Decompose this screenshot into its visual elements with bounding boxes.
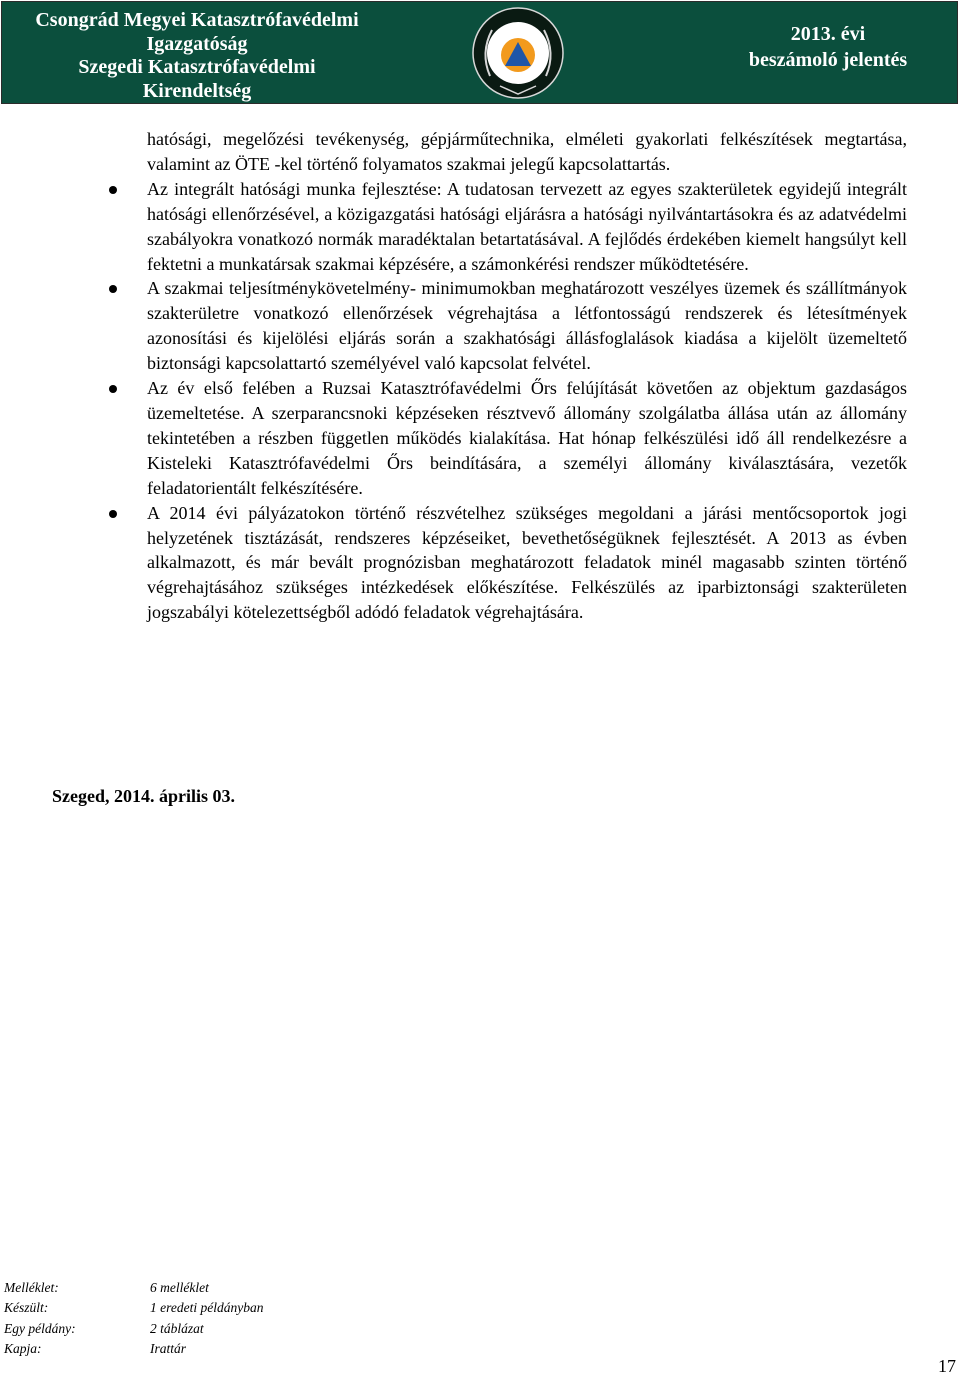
intro-paragraph: hatósági, megelőzési tevékenység, gépjárműtechnika, elméleti gyakorlati felkészítések megtartása, valamint az ÖTE -kel történő folyamatos szakmai jelegű kapcsolattartás. — [147, 129, 907, 174]
meta-value: Irattár — [150, 1340, 187, 1356]
header-banner — [1, 1, 958, 104]
org-line: Igazgatóság — [146, 32, 248, 55]
meta-value: 2 táblázat — [150, 1320, 204, 1336]
meta-row-recipient — [4, 1339, 263, 1359]
report-type: beszámoló jelentés — [748, 49, 908, 71]
bullet-text: Az integrált hatósági munka fejlesztése: A tudatosan tervezett az egyes szakterületek egyidejű integrált hatósági ellenőrzésével, a közigazgatási hatósági eljárásra a hatósági nyilvántartásokra és az adatvédelmi szabályokra vonatkozó normák maradéktalan betartatásával. A fejlődés érdekében kiemelt hangsúlyt kell fektetni a munkatársak szakmai képzésére, a számonkérési rendszer működtetésére. — [147, 178, 907, 274]
bullet-icon — [109, 510, 117, 518]
report-body — [147, 127, 907, 625]
meta-row-copy — [4, 1319, 263, 1339]
disaster-management-emblem-icon — [470, 6, 566, 100]
org-line: Kirendeltség — [142, 79, 252, 102]
bullet-icon — [109, 285, 117, 293]
bullet-text: Az év első felében a Ruzsai Katasztrófavédelmi Őrs felújítását követően az objektum gazdaságos üzemeltetése. A szerparancsnoki képzéseken résztvevő állomány szolgálatba állása után az állomány tekintetében a részben független működés kialakítása. Hat hónap felkészülési idő áll rendelkezésre a Kisteleki Katasztrófavédelmi Őrs beindítására, a személyi állomány kiválasztására, vezetők feladatorientált felkészítésére. — [147, 378, 907, 498]
bullet-item — [147, 376, 907, 501]
meta-row-prepared — [4, 1298, 263, 1318]
org-line: Csongrád Megyei Katasztrófavédelmi — [35, 9, 359, 31]
bullet-text: A 2014 évi pályázatokon történő részvételhez szükséges megoldani a járási mentőcsoportok jogi helyzetének tisztázását, rendszeres képzéseiket, bevethetőségüknek fejlesztését. A 2013 as évben alkalmazott, és már bevált prognózisban meghatározott feladatok minél magasabb szinten történő végrehajtásához szükséges intézkedések előkészítése. Felkészülés az iparbiztonsági szakterületen jogszabályi kötelezettségből adódó feladatok végrehajtására. — [147, 502, 907, 623]
bullet-item — [147, 177, 907, 277]
meta-key: Egy példány: — [4, 1320, 76, 1336]
meta-row-attachment — [4, 1278, 263, 1298]
bullet-item — [147, 276, 907, 376]
page-number: 17 — [938, 1356, 956, 1376]
meta-value: 6 melléklet — [150, 1280, 209, 1295]
bullet-text: A szakmai teljesítménykövetelmény- minimumokban meghatározott veszélyes üzemek és szállítmányok szakterületre vonatkozó ellenőrzések végrehajtása a létfontosságú rendszerek és létesítmények azonosítási és kijelölési eljárás során a szakhatósági állásfoglalások kiadása a kijelölt üzemeltető biztonsági kapcsolattartó személyével való kapcsolat felvétel. — [147, 278, 907, 374]
report-title — [713, 21, 943, 73]
organization-name — [12, 9, 382, 103]
bullet-icon — [109, 385, 117, 393]
bullet-icon — [109, 186, 117, 194]
report-year: 2013. évi — [790, 23, 866, 45]
place-and-date: Szeged, 2014. április 03. — [52, 786, 235, 806]
meta-key: Kapja: — [4, 1340, 42, 1356]
meta-key: Melléklet: — [4, 1280, 59, 1295]
meta-value: 1 eredeti példányban — [150, 1300, 264, 1316]
document-meta — [4, 1278, 263, 1359]
meta-key: Készült: — [4, 1300, 49, 1316]
org-line: Szegedi Katasztrófavédelmi — [78, 56, 316, 78]
bullet-list — [147, 177, 907, 625]
bullet-item — [147, 501, 907, 626]
